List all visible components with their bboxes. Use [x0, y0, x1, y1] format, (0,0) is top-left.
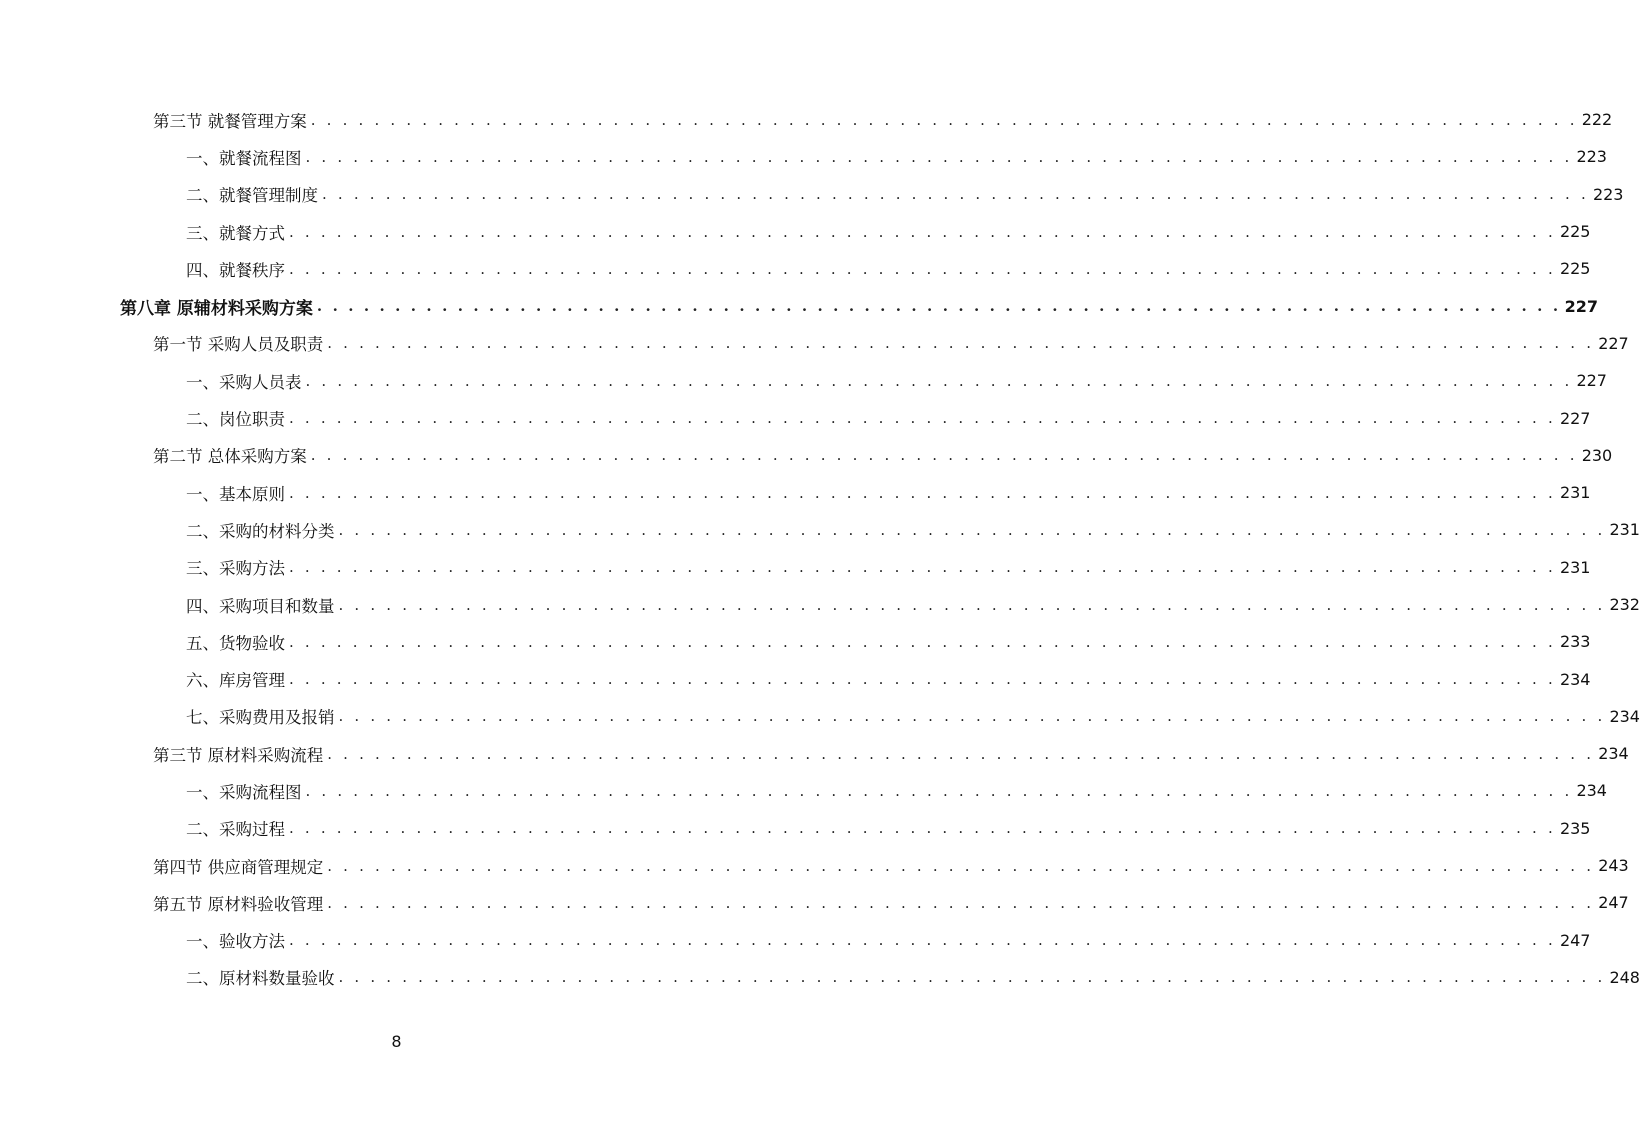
toc-entry-label: 二、原材料数量验收	[186, 969, 335, 989]
toc-entry-label: 六、库房管理	[186, 671, 285, 691]
toc-entry-label: 四、就餐秩序	[186, 260, 285, 280]
toc-dot-leader: . . . . . . . . . . . . . . . . . . . . . . . . . . . . . . . . . . . . . . . . . . . . . . . . . . . . . . . . . . . . . . . . . . . . . . . . . . . . . . . .	[289, 409, 1556, 428]
toc-dot-leader: . . . . . . . . . . . . . . . . . . . . . . . . . . . . . . . . . . . . . . . . . . . . . . . . . . . . . . . . . . . . . . . . . . . . . . . . . . . . . . . .	[305, 781, 1573, 800]
toc-entry-page: 247	[1598, 893, 1629, 913]
toc-entry-page: 234	[1576, 781, 1607, 801]
toc-dot-leader: . . . . . . . . . . . . . . . . . . . . . . . . . . . . . . . . . . . . . . . . . . . . . . . . . . . . . . . . . . . . . . . . . . . . . . . . . . . . . . . .	[327, 744, 1595, 763]
toc-dot-leader: . . . . . . . . . . . . . . . . . . . . . . . . . . . . . . . . . . . . . . . . . . . . . . . . . . . . . . . . . . . . . . . . . . . . . . . . . . . . . . . .	[338, 595, 1606, 614]
toc-entry-page: 227	[1564, 296, 1599, 316]
toc-entry-page: 222	[1581, 110, 1613, 130]
toc-section-row[interactable]	[0, 101, 1613, 138]
toc-item-row[interactable]	[0, 213, 1591, 250]
toc-entry-page: 223	[1576, 147, 1607, 167]
toc-entry-page: 234	[1609, 706, 1640, 726]
toc-dot-leader: . . . . . . . . . . . . . . . . . . . . . . . . . . . . . . . . . . . . . . . . . . . . . . . . . . . . . . . . . . . . . . . . . . . . . . . . . . . . . . . .	[289, 222, 1556, 241]
toc-dot-leader: . . . . . . . . . . . . . . . . . . . . . . . . . . . . . . . . . . . . . . . . . . . . . . . . . . . . . . . . . . . . . . . . . . . . . . . . . . . . . . . .	[338, 520, 1606, 539]
toc-entry-page: 223	[1592, 184, 1624, 204]
toc-item-row[interactable]	[0, 922, 1591, 959]
toc-entry-label: 一、采购流程图	[186, 782, 302, 802]
toc-item-row[interactable]	[0, 250, 1591, 287]
toc-entry-page: 243	[1598, 856, 1629, 876]
toc-section-row[interactable]	[0, 325, 1629, 362]
toc-entry-label: 三、就餐方式	[186, 223, 285, 243]
toc-entry-label: 二、采购的材料分类	[186, 521, 335, 541]
page-number: 8	[391, 1032, 402, 1051]
toc-entry-label: 一、验收方法	[186, 932, 285, 952]
toc-item-row[interactable]	[0, 176, 1624, 213]
toc-entry-page: 232	[1609, 595, 1640, 614]
toc-item-row[interactable]	[0, 660, 1591, 697]
toc-dot-leader: . . . . . . . . . . . . . . . . . . . . . . . . . . . . . . . . . . . . . . . . . . . . . . . . . . . . . . . . . . . . . . . . . . . . . . . . . . . . . . . .	[289, 931, 1556, 950]
toc-dot-leader: . . . . . . . . . . . . . . . . . . . . . . . . . . . . . . . . . . . . . . . . . . . . . . . . . . . . . . . . . . . . . . . . . . . . . . . . . . . . . . . .	[305, 147, 1573, 166]
toc-entry-label: 四、采购项目和数量	[186, 596, 335, 616]
toc-entry-label: 第五节 原材料验收管理	[153, 894, 324, 914]
toc-entry-label: 一、基本原则	[186, 484, 285, 504]
toc-item-row[interactable]	[0, 474, 1591, 511]
toc-entry-label: 二、岗位职责	[186, 410, 285, 430]
toc-entry-label: 七、采购费用及报销	[186, 708, 335, 728]
toc-chapter-row[interactable]	[0, 287, 1599, 324]
toc-entry-label: 第三节 就餐管理方案	[153, 111, 307, 131]
toc-section-row[interactable]	[0, 884, 1629, 921]
toc-dot-leader: . . . . . . . . . . . . . . . . . . . . . . . . . . . . . . . . . . . . . . . . . . . . . . . . . . . . . . . . . . . . . . . . . . . . . . . . . . . . . . . .	[289, 558, 1556, 577]
toc-entry-label: 第一节 采购人员及职责	[153, 335, 324, 355]
toc-item-row[interactable]	[0, 698, 1640, 735]
toc-dot-leader: . . . . . . . . . . . . . . . . . . . . . . . . . . . . . . . . . . . . . . . . . . . . . . . . . . . . . . . . . . . . . . . . . . . . . . . . . . . . . . . .	[289, 819, 1556, 838]
toc-dot-leader: . . . . . . . . . . . . . . . . . . . . . . . . . . . . . . . . . . . . . . . . . . . . . . . . . . . . . . . . . . . . . . . . . . . . . . . . . . . . . . . .	[327, 856, 1595, 875]
toc-entry-page: 235	[1559, 818, 1591, 838]
toc-item-row[interactable]	[0, 399, 1591, 436]
toc-entry-page: 234	[1598, 744, 1629, 764]
toc-dot-leader: . . . . . . . . . . . . . . . . . . . . . . . . . . . . . . . . . . . . . . . . . . . . . . . . . . . . . . . . . . . . . . . . . . . . . . . . . . . . . . . .	[316, 297, 1561, 316]
toc-entry-label: 一、就餐流程图	[186, 148, 302, 168]
toc-entry-label: 五、货物验收	[186, 633, 285, 653]
toc-item-row[interactable]	[0, 511, 1640, 548]
toc-entry-page: 227	[1598, 333, 1629, 353]
toc-entry-page: 234	[1559, 669, 1591, 689]
toc-entry-label: 二、采购过程	[186, 820, 285, 840]
toc-item-row[interactable]	[0, 586, 1640, 623]
toc-entry-page: 225	[1559, 222, 1591, 242]
toc-item-row[interactable]	[0, 772, 1607, 809]
toc-item-row[interactable]	[0, 549, 1591, 586]
toc-dot-leader: . . . . . . . . . . . . . . . . . . . . . . . . . . . . . . . . . . . . . . . . . . . . . . . . . . . . . . . . . . . . . . . . . . . . . . . . . . . . . . . .	[310, 446, 1578, 465]
toc-entry-page: 233	[1559, 632, 1591, 652]
toc-dot-leader: . . . . . . . . . . . . . . . . . . . . . . . . . . . . . . . . . . . . . . . . . . . . . . . . . . . . . . . . . . . . . . . . . . . . . . . . . . . . . . . .	[327, 893, 1595, 912]
toc-entry-page: 247	[1559, 930, 1591, 950]
toc-section-row[interactable]	[0, 735, 1629, 772]
toc-entry-page: 231	[1559, 483, 1591, 503]
toc-entry-label: 三、采购方法	[186, 559, 285, 579]
toc-item-row[interactable]	[0, 362, 1607, 399]
toc-dot-leader: . . . . . . . . . . . . . . . . . . . . . . . . . . . . . . . . . . . . . . . . . . . . . . . . . . . . . . . . . . . . . . . . . . . . . . . . . . . . . . . .	[327, 334, 1595, 353]
toc-entry-label: 第八章 原辅材料采购方案	[120, 298, 313, 319]
toc-section-row[interactable]	[0, 437, 1613, 474]
toc-dot-leader: . . . . . . . . . . . . . . . . . . . . . . . . . . . . . . . . . . . . . . . . . . . . . . . . . . . . . . . . . . . . . . . . . . . . . . . . . . . . . . . .	[289, 670, 1556, 689]
toc-entry-label: 第三节 原材料采购流程	[153, 745, 324, 765]
toc-dot-leader: . . . . . . . . . . . . . . . . . . . . . . . . . . . . . . . . . . . . . . . . . . . . . . . . . . . . . . . . . . . . . . . . . . . . . . . . . . . . . . . .	[289, 632, 1556, 651]
toc-item-row[interactable]	[0, 138, 1607, 175]
toc-item-row[interactable]	[0, 623, 1591, 660]
toc-entry-page: 227	[1576, 371, 1607, 391]
toc-entry-label: 第四节 供应商管理规定	[153, 857, 324, 877]
table-of-contents	[0, 101, 1640, 996]
toc-item-row[interactable]	[0, 959, 1640, 996]
toc-entry-label: 第二节 总体采购方案	[153, 447, 307, 467]
toc-entry-label: 一、采购人员表	[186, 372, 302, 392]
toc-entry-page: 248	[1609, 967, 1640, 987]
toc-entry-page: 230	[1581, 445, 1613, 465]
toc-entry-page: 227	[1559, 408, 1591, 428]
toc-dot-leader: . . . . . . . . . . . . . . . . . . . . . . . . . . . . . . . . . . . . . . . . . . . . . . . . . . . . . . . . . . . . . . . . . . . . . . . . . . . . . . . .	[338, 968, 1606, 987]
toc-dot-leader: . . . . . . . . . . . . . . . . . . . . . . . . . . . . . . . . . . . . . . . . . . . . . . . . . . . . . . . . . . . . . . . . . . . . . . . . . . . . . . . .	[305, 371, 1573, 390]
toc-dot-leader: . . . . . . . . . . . . . . . . . . . . . . . . . . . . . . . . . . . . . . . . . . . . . . . . . . . . . . . . . . . . . . . . . . . . . . . . . . . . . . . .	[322, 185, 1589, 204]
toc-dot-leader: . . . . . . . . . . . . . . . . . . . . . . . . . . . . . . . . . . . . . . . . . . . . . . . . . . . . . . . . . . . . . . . . . . . . . . . . . . . . . . . .	[338, 707, 1606, 726]
toc-entry-label: 二、就餐管理制度	[186, 186, 318, 206]
toc-dot-leader: . . . . . . . . . . . . . . . . . . . . . . . . . . . . . . . . . . . . . . . . . . . . . . . . . . . . . . . . . . . . . . . . . . . . . . . . . . . . . . . .	[289, 483, 1556, 502]
toc-entry-page: 225	[1559, 259, 1591, 279]
toc-dot-leader: . . . . . . . . . . . . . . . . . . . . . . . . . . . . . . . . . . . . . . . . . . . . . . . . . . . . . . . . . . . . . . . . . . . . . . . . . . . . . . . .	[310, 110, 1578, 129]
toc-entry-page: 231	[1609, 520, 1640, 540]
toc-section-row[interactable]	[0, 847, 1629, 884]
toc-entry-page: 231	[1559, 557, 1591, 577]
toc-dot-leader: . . . . . . . . . . . . . . . . . . . . . . . . . . . . . . . . . . . . . . . . . . . . . . . . . . . . . . . . . . . . . . . . . . . . . . . . . . . . . . . .	[289, 259, 1556, 278]
toc-item-row[interactable]	[0, 810, 1591, 847]
